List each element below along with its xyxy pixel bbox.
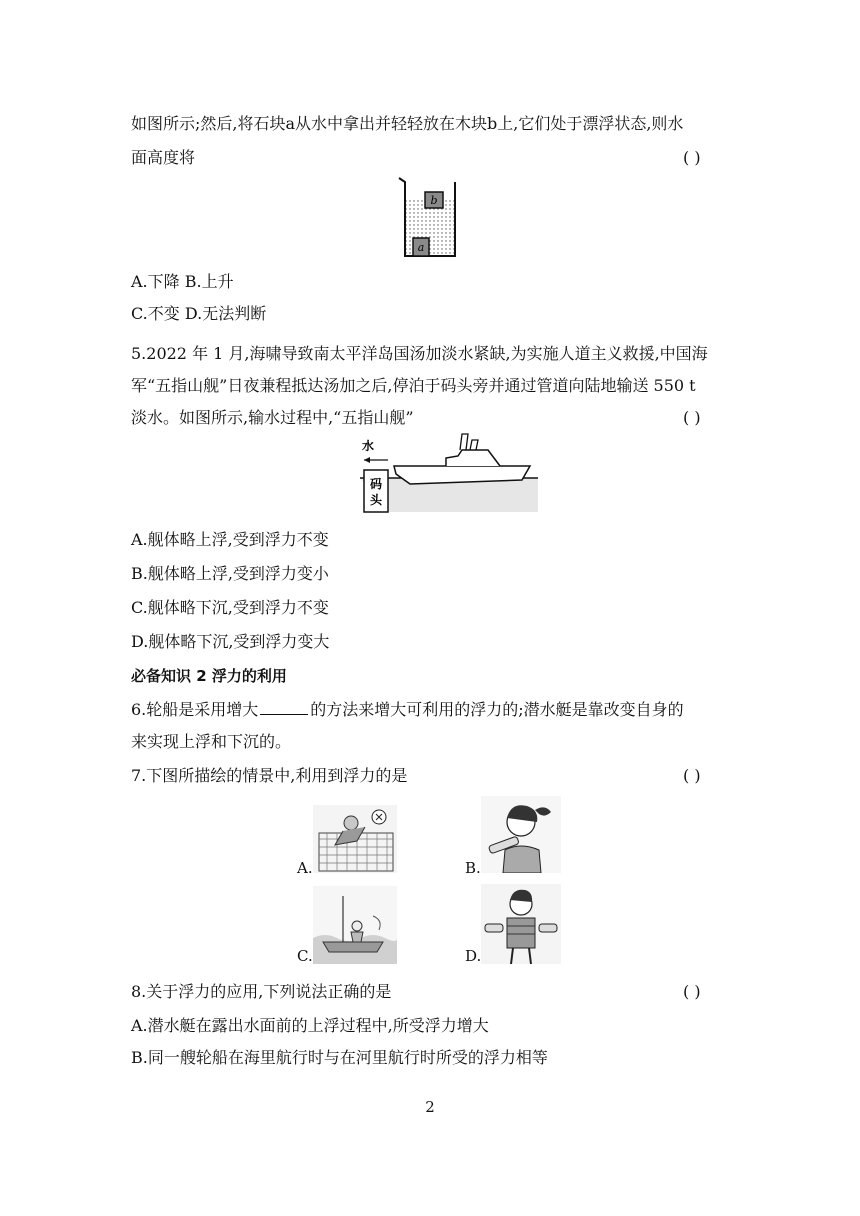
q7-option-d-label: D. xyxy=(465,947,482,965)
q5-option-b: B.舰体略上浮,受到浮力变小 xyxy=(131,564,329,583)
q4-line-2: 面高度将 xyxy=(131,148,196,167)
arrow-head xyxy=(364,457,370,463)
q7-picture-d xyxy=(481,884,561,964)
q4-options-cd: C.不变 D.无法判断 xyxy=(131,304,267,323)
q7-option-c-label: C. xyxy=(297,947,313,965)
q5-answer-paren: ( ) xyxy=(683,408,701,427)
ship-superstructure xyxy=(446,450,500,466)
block-a-label: a xyxy=(417,241,425,254)
dock-label-1: 码 xyxy=(369,477,383,491)
q5-option-a: A.舰体略上浮,受到浮力不变 xyxy=(131,530,329,549)
dock-label-2: 头 xyxy=(369,493,383,507)
q7-picture-a xyxy=(313,805,397,873)
ship-mast-1 xyxy=(460,434,468,450)
q6-text-before-blank: 6.轮船是采用增大 xyxy=(131,700,259,719)
water-label: 水 xyxy=(362,439,375,453)
q7-line-1: 7.下图所描绘的情景中,利用到浮力的是 xyxy=(131,766,408,785)
q7-option-b-label: B. xyxy=(465,859,481,877)
q5-line-3: 淡水。如图所示,输水过程中,“五指山舰” xyxy=(131,408,414,427)
q6-text-after-blank: 的方法来增大可利用的浮力的;潜水艇是靠改变自身的 xyxy=(310,700,684,719)
q6-blank xyxy=(260,700,308,715)
section-heading: 必备知识 2 浮力的利用 xyxy=(131,667,287,685)
q5-line-1: 5.2022 年 1 月,海啸导致南太平洋岛国汤加淡水紧缺,为实施人道主义救援,中国海 xyxy=(131,344,708,363)
q8-line-1: 8.关于浮力的应用,下列说法正确的是 xyxy=(131,982,392,1001)
ship-mast-2 xyxy=(470,440,478,450)
q7-picture-b xyxy=(481,796,561,873)
q8-option-b: B.同一艘轮船在海里航行时与在河里航行时所受的浮力相等 xyxy=(131,1048,548,1067)
q5-option-d: D.舰体略下沉,受到浮力变大 xyxy=(131,632,330,651)
q7-picture-c xyxy=(313,886,397,964)
beaker-figure xyxy=(397,176,463,258)
q8-answer-paren: ( ) xyxy=(683,982,701,1001)
q4-line-1: 如图所示;然后,将石块a从水中拿出并轻轻放在木块b上,它们处于漂浮状态,则水 xyxy=(131,114,684,133)
q7-answer-paren: ( ) xyxy=(683,766,701,785)
page-number: 2 xyxy=(425,1098,435,1116)
q5-option-c: C.舰体略下沉,受到浮力不变 xyxy=(131,598,329,617)
q4-answer-paren: ( ) xyxy=(683,148,701,167)
q7-option-a-label: A. xyxy=(297,859,313,877)
q8-option-a: A.潜水艇在露出水面前的上浮过程中,所受浮力增大 xyxy=(131,1016,489,1035)
block-b-label: b xyxy=(430,194,438,207)
q4-options-ab: A.下降 B.上升 xyxy=(131,272,234,291)
ship-figure xyxy=(348,430,544,516)
q6-line-1 xyxy=(131,698,684,722)
q5-line-2: 军“五指山舰”日夜兼程抵达汤加之后,停泊于码头旁并通过管道向陆地输送 550 t xyxy=(131,376,696,395)
q6-line-2: 来实现上浮和下沉的。 xyxy=(131,732,292,751)
